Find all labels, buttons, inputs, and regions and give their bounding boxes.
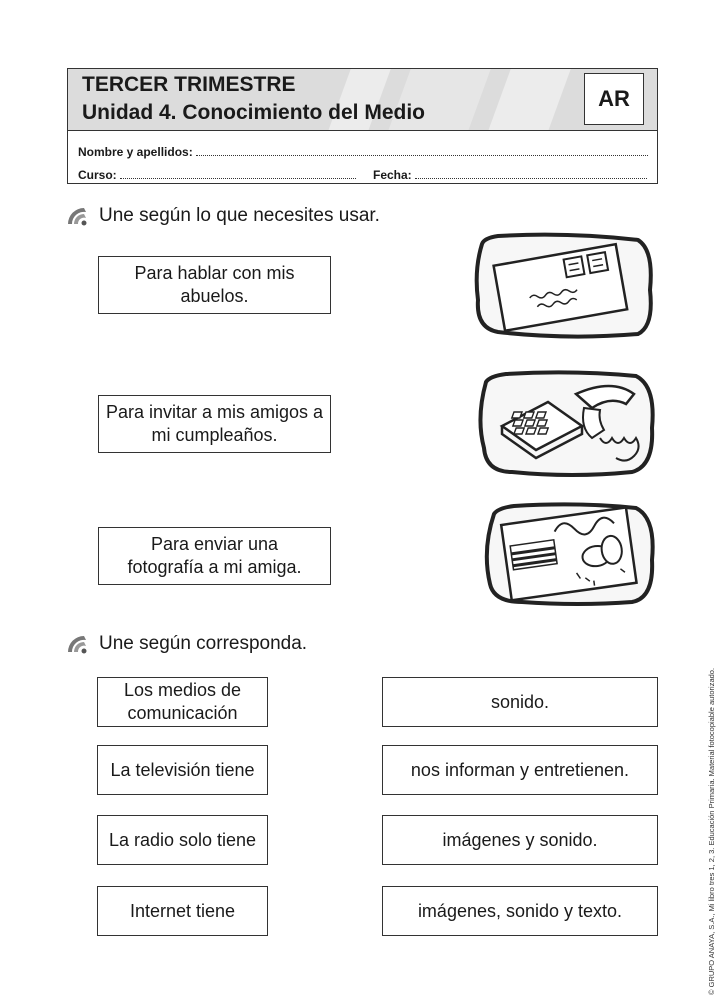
sentence-start-box[interactable]: Internet tiene bbox=[97, 886, 268, 936]
date-field bbox=[373, 168, 647, 182]
sentence-start-box[interactable]: La radio solo tiene bbox=[97, 815, 268, 865]
course-label: Curso: bbox=[78, 168, 117, 182]
name-line[interactable] bbox=[196, 146, 648, 156]
sentence-start-box[interactable]: La televisión tiene bbox=[97, 745, 268, 795]
copyright-note: © GRUPO ANAYA, S.A., Mi libro tres 1, 2, 3. Educación Primaria. Material fotocopiable autorizado. bbox=[707, 667, 716, 995]
wifi-bullet-icon bbox=[64, 205, 92, 227]
course-line[interactable] bbox=[120, 169, 356, 179]
section2-title-text: Une según corresponda. bbox=[99, 633, 308, 654]
name-field bbox=[78, 145, 648, 159]
level-code-badge: AR bbox=[584, 73, 644, 125]
sentence-end-box[interactable]: imágenes y sonido. bbox=[382, 815, 658, 865]
purpose-box[interactable]: Para invitar a mis amigos a mi cumpleaños. bbox=[98, 395, 331, 453]
sentence-end-box[interactable]: sonido. bbox=[382, 677, 658, 727]
title-band bbox=[68, 69, 657, 131]
name-label: Nombre y apellidos: bbox=[78, 145, 193, 159]
date-line[interactable] bbox=[415, 169, 647, 179]
purpose-box[interactable]: Para enviar una fotografía a mi amiga. bbox=[98, 527, 331, 585]
section1-title bbox=[64, 205, 380, 227]
sentence-end-box[interactable]: nos informan y entretienen. bbox=[382, 745, 658, 795]
course-field bbox=[78, 168, 356, 182]
date-label: Fecha: bbox=[373, 168, 412, 182]
sentence-start-box[interactable]: Los medios de comunicación bbox=[97, 677, 268, 727]
worksheet-header bbox=[67, 68, 658, 184]
unit-title: Unidad 4. Conocimiento del Medio bbox=[82, 101, 426, 124]
envelope-icon[interactable] bbox=[468, 230, 658, 342]
wifi-bullet-icon bbox=[64, 633, 92, 655]
purpose-box[interactable]: Para hablar con mis abuelos. bbox=[98, 256, 331, 314]
postcard-icon[interactable] bbox=[478, 500, 658, 608]
section1-title-text: Une según lo que necesites usar. bbox=[99, 205, 380, 226]
section2-title bbox=[64, 633, 307, 655]
trimester-title: TERCER TRIMESTRE bbox=[82, 73, 296, 96]
sentence-end-box[interactable]: imágenes, sonido y texto. bbox=[382, 886, 658, 936]
telephone-icon[interactable] bbox=[472, 368, 658, 478]
decorative-stripe bbox=[482, 69, 575, 131]
